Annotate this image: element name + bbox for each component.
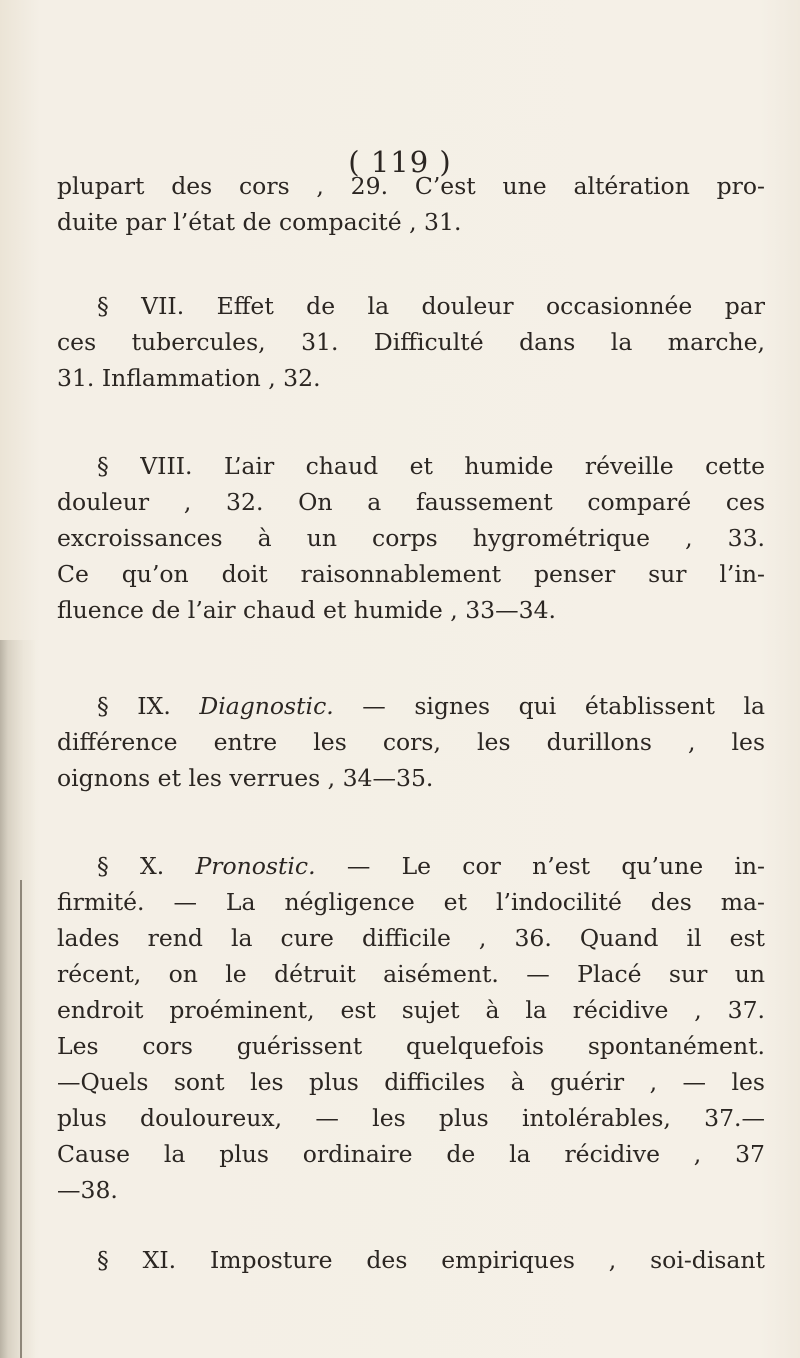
text-line: —38. [57,1176,118,1204]
text-line: Les cors guérissent quelquefois spontanément. [57,1032,765,1060]
text-line: 31. Inflammation , 32. [57,364,321,392]
section-viii [57,448,765,628]
text-line: Cause la plus ordinaire de la récidive , 37 [57,1140,765,1168]
section-ix [57,688,765,796]
paragraph-continuation [57,168,765,240]
page-gutter-shadow [0,640,36,1358]
text-line: duite par l’état de compacité , 31. [57,208,462,236]
text-line: endroit proéminent, est sujet à la récidive , 37. [57,996,765,1024]
text-line: fluence de l’air chaud et humide , 33—34. [57,596,557,624]
text-line: ces tubercules, 31. Difficulté dans la marche, [57,328,765,356]
text-line: firmité. — La négligence et l’indocilité des ma- [57,888,765,916]
binding-edge [20,880,22,1358]
text-line: plus douloureux, — les plus intolérables, 37.— [57,1104,765,1132]
line-rest: — Le cor n’est qu’une in- [346,852,765,880]
text-line [57,848,765,884]
text-line: —Quels sont les plus difficiles à guérir , — les [57,1068,765,1096]
section-xi [57,1242,765,1278]
text-line: excroissances à un corps hygrométrique , 33. [57,524,765,552]
text-line: douleur , 32. On a faussement comparé ces [57,488,765,516]
line-rest: — signes qui établissent la [362,692,765,720]
section-number: § X. [97,852,165,880]
text-line [57,688,765,724]
text-line: récent, on le détruit aisément. — Placé sur un [57,960,765,988]
text-line: § XI. Imposture des empiriques , soi-disant [97,1246,765,1274]
text-line: § VIII. L’air chaud et humide réveille cette [97,452,765,480]
text-line: lades rend la cure difficile , 36. Quand il est [57,924,765,952]
text-line: oignons et les verrues , 34—35. [57,764,434,792]
section-title: Pronostic. [195,852,316,880]
section-vii [57,288,765,396]
text-line: différence entre les cors, les durillons , les [57,728,765,756]
page-number: ( 119 ) [348,145,452,179]
section-x [57,848,765,1208]
text-line: Ce qu’on doit raisonnablement penser sur l’in- [57,560,765,588]
section-title: Diagnostic. [199,692,334,720]
text-line: plupart des cors , 29. C’est une altération pro- [57,172,765,200]
section-number: § IX. [97,692,171,720]
text-line: § VII. Effet de la douleur occasionnée par [97,292,765,320]
